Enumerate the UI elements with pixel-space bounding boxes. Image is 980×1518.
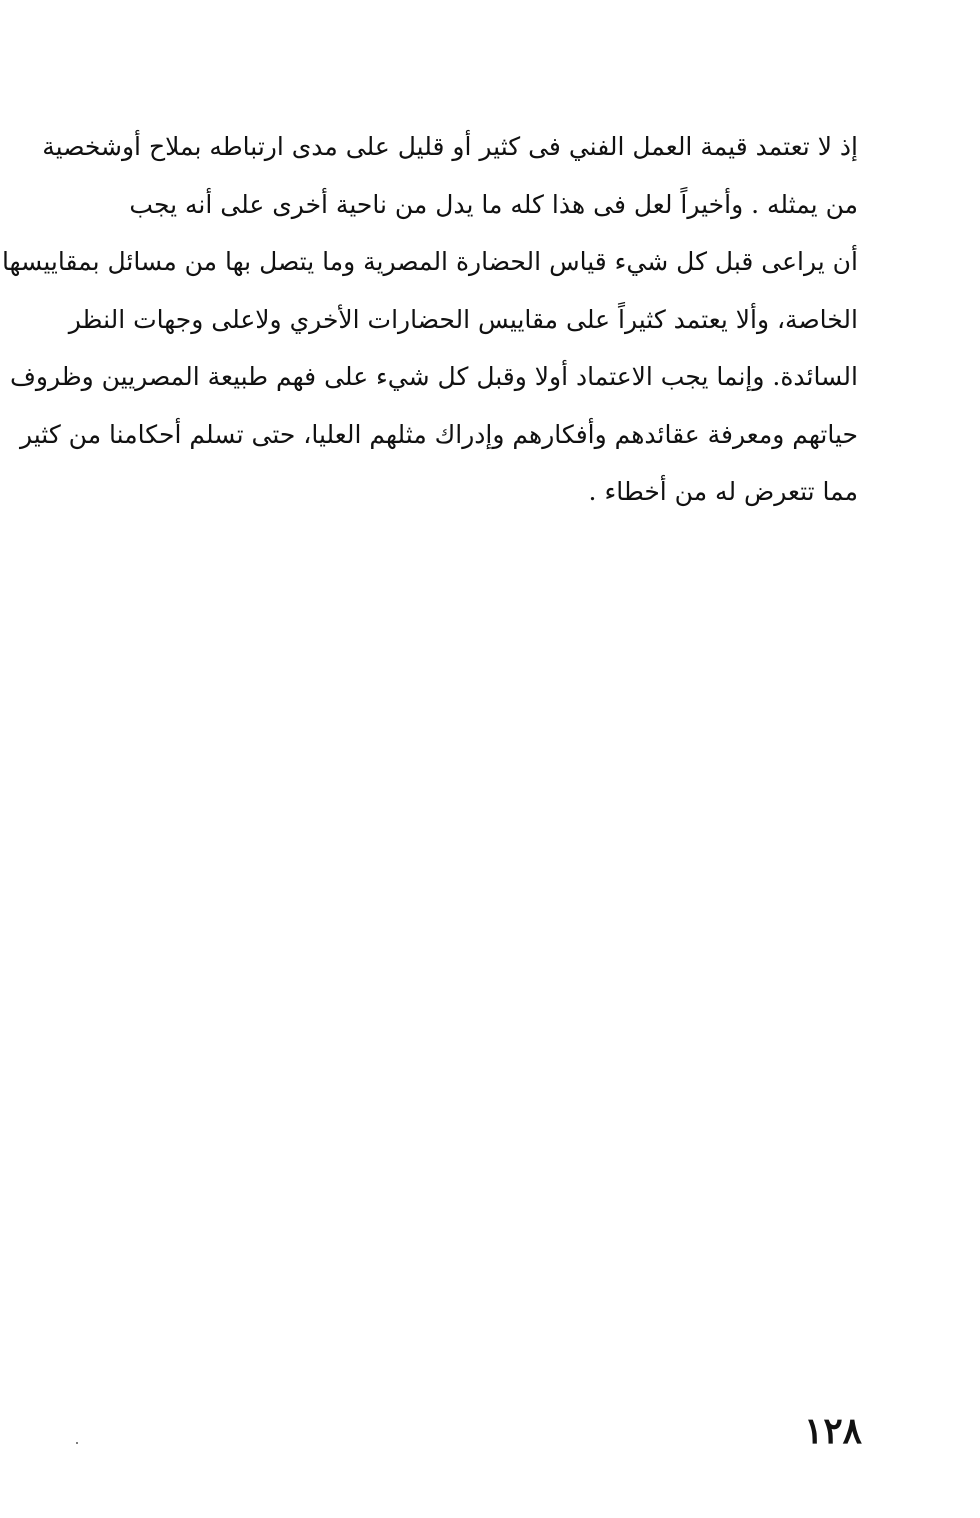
scan-speck xyxy=(76,1442,78,1444)
body-paragraph xyxy=(1,118,858,521)
text-line: إذ لا تعتمد قيمة العمل الفني فى كثير أو قليل على مدى ارتباطه بملاح أوشخصية xyxy=(42,132,858,161)
text-line: أن يراعى قبل كل شيء قياس الحضارة المصرية وما يتصل بها من مسائل بمقاييسها xyxy=(1,247,858,276)
text-line: الخاصة، وألا يعتمد كثيراً على مقاييس الحضارات الأخري ولاعلى وجهات النظر xyxy=(68,304,858,334)
text-line: حياتهم ومعرفة عقائدهم وأفكارهم وإدراك مثلهم العليا، حتى تسلم أحكامنا من كثير xyxy=(19,419,858,449)
text-line: السائدة. وإنما يجب الاعتماد أولا وقبل كل شيء على فهم طبيعة المصريين وظروف xyxy=(9,362,858,391)
text-line: من يمثله . وأخيراً لعل فى هذا كله ما يدل من ناحية أخرى على أنه يجب xyxy=(129,189,858,219)
text-line: مما تتعرض له من أخطاء . xyxy=(588,477,858,506)
page-number: ١٢٨ xyxy=(803,1410,862,1452)
